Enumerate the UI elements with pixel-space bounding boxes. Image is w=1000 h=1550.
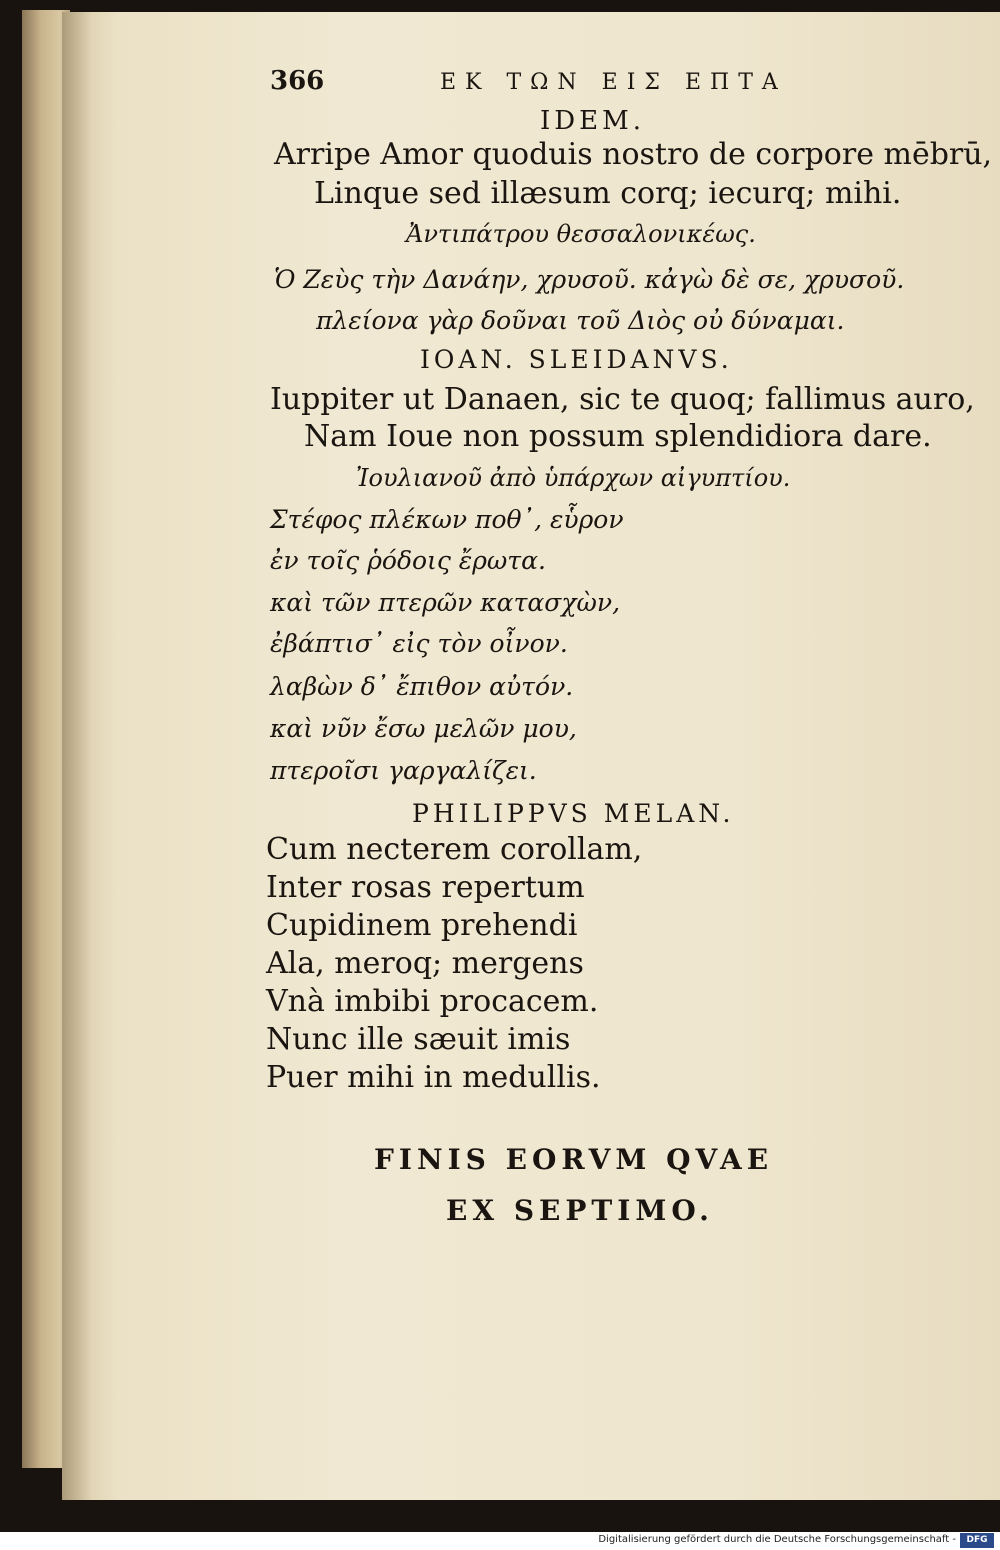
colophon-line: EX SEPTIMO. [446, 1194, 714, 1227]
text-line: Nam Ioue non possum splendidiora dare. [304, 419, 932, 454]
section-heading-idem: IDEM. [540, 106, 645, 136]
greek-line: καὶ νῦν ἔσω μελῶν μου, [270, 714, 577, 743]
text-line: Ala, meroq; mergens [266, 946, 584, 981]
section-heading-melanchthon: PHILIPPVS MELAN. [412, 799, 735, 828]
text-line: Vnà imbibi procacem. [266, 984, 599, 1019]
greek-line: ἐν τοῖς ῥόδοις ἔρωτα. [270, 546, 546, 575]
text-line: Linque sed illæsum corq; iecurq; mihi. [314, 176, 902, 211]
running-head: ΕΚ ΤΩΝ ΕΙΣ ΕΠΤΑ [440, 70, 787, 95]
page-number: 366 [270, 66, 325, 96]
greek-line: ἐβάπτισ᾽ εἰς τὸν οἶνον. [270, 629, 568, 658]
spine-shadow [62, 12, 92, 1500]
digitization-footer [0, 1532, 1000, 1550]
greek-heading: Ἰουλιανοῦ ἀπὸ ὑπάρχων αἰγυπτίου. [356, 464, 791, 492]
text-line: Cupidinem prehendi [266, 908, 578, 943]
greek-line: λαβὼν δ᾽ ἔπιθον αὐτόν. [270, 672, 574, 701]
greek-heading: Ἀντιπάτρου θεσσαλονικέως. [406, 220, 756, 248]
text-line: Cum necterem corollam, [266, 832, 643, 867]
greek-line: Στέφος πλέκων ποθ᾽, εὗρον [270, 505, 624, 534]
text-line: Inter rosas repertum [266, 870, 585, 905]
greek-line: πτεροῖσι γαργαλίζει. [270, 756, 537, 785]
section-heading-sleidanus: IOAN. SLEIDANVS. [420, 345, 733, 374]
funding-note: Digitalisierung gefördert durch die Deutsche Forschungsgemeinschaft - [598, 1534, 956, 1545]
dfg-logo-icon: DFG [960, 1533, 994, 1548]
text-line: Iuppiter ut Danaen, sic te quoq; fallimus auro, [270, 382, 975, 417]
greek-line: καὶ τῶν πτερῶν κατασχὼν, [270, 588, 621, 617]
colophon-line: FINIS EORVM QVAE [374, 1143, 774, 1176]
greek-line: πλείονα γὰρ δοῦναι τοῦ Διὸς οὐ δύναμαι. [316, 306, 845, 335]
text-line: Arripe Amor quoduis nostro de corpore mēbrū, [274, 137, 993, 172]
text-line: Nunc ille sæuit imis [266, 1022, 571, 1057]
greek-line: Ὁ Ζεὺς τὴν Δανάην, χρυσοῦ. κἀγὼ δὲ σε, χρυσοῦ. [274, 265, 905, 294]
text-line: Puer mihi in medullis. [266, 1060, 601, 1095]
